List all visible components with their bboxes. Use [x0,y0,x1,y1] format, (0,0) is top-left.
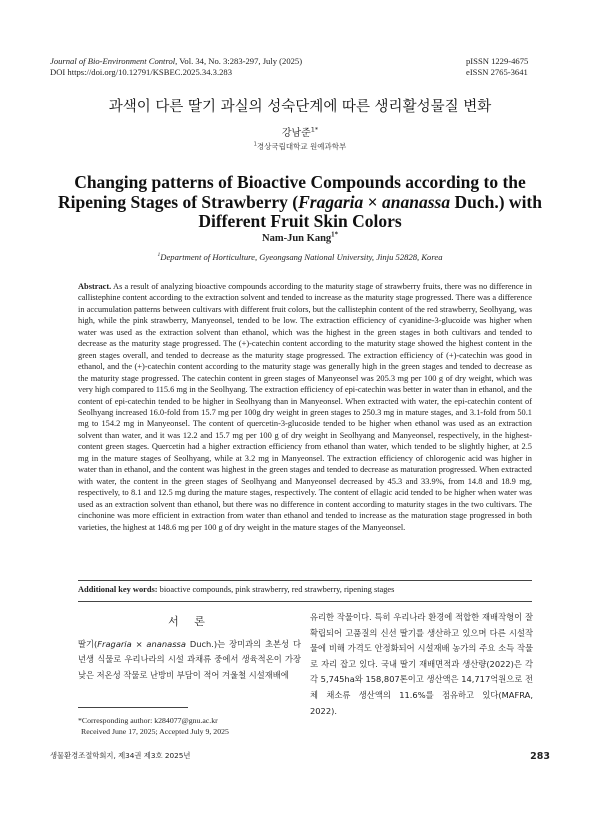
english-author-sup: 1* [331,231,338,239]
keywords-text: bioactive compounds, pink strawberry, red strawberry, ripening stages [157,585,395,594]
intro-species-name: Fragaria × ananassa [97,638,186,649]
korean-author [0,124,600,139]
footnote [78,716,308,737]
issn-block [466,56,544,78]
intro-left-column [78,614,301,683]
english-affiliation [0,252,600,262]
english-author-name: Nam-Jun Kang [262,233,332,244]
received-accepted: Received June 17, 2025; Accepted July 9, 2025 [81,726,229,736]
keywords-label: Additional key words: [78,585,158,594]
keywords [78,585,532,594]
journal-volume: , Vol. 34, No. 3:283-297, July (2025) [175,56,303,66]
intro-left-text [78,637,301,684]
abstract-text: As a result of analyzing bioactive compounds according to the maturity stage of strawberry fruits, there was no difference in callistephine content according to the extraction solvent and tended to increase as the maturity stage progressed. There was a difference in accumulation patterns between cultivars with different fruit colors, but the callistephin content of the red strawberry, Seolhyang, was high, while the pink strawberry, Manyeonsel, tended to be low. The extraction efficiency of cyanidine-3-glucoide was higher when water was used as the extraction solvent than ethanol, which was the highest in the green stages in both cultivars and tended to decrease as the maturity stage progressed. The (+)-catechin content according to the maturity stage showed the highest content in the green stages overall, and tended to decrease as the maturity stage progressed. The extraction efficiency of (+)-catechin was good in ethanol, and the (+)-catechin content according to the maturity stage was generally high in the green stages and tended to decrease as the maturity stage progressed. The catechin content in green stages of Manyeonsel was 205.3 mg per 100 g of dry weight, which was very high compared to 115.6 mg in the Seolhyang. The extraction efficiency of epi-catechin was better in water than in ethanol, and the content of epi-catechin tended to be higher in Seolhyang than in Manyeonsel. When extracted with water, the epi-catechin content of Seolhyang increased 16.0-fold from 15.7 mg per 100g dry weight in green stages to 250.3 mg in mature stages, and 3.1-fold from 50.1 mg to 154.2 mg in Manyeonsel. The content of quercetin-3-glucoside tended to be higher when ethanol was used as an extraction solvent than water, and it was 12.2 and 15.7 mg per 100 g of dry weight in Seolhyang and Manyeonsel, respectively, in the highest-content green stages. Quercetin had a higher extraction efficiency from ethanol than water, which tended to be slightly higher, at 2.5 mg in the mature stages of Seolhyang, while at 3.2 mg in Manyeonsel. The extraction efficiency of chlorogenic acid was higher in water than in ethanol, and the content was highest in the green stages and tended to decrease as maturation progressed. When extracted with water, the content in the green stages of Seolhyang and Manyeonsel decreased by 45.3 and 33.9%, from 14.8 and 18.9 mg, respectively, to 8.1 and 12.5 mg during the mature stages, respectively. The content of ellagic acid tended to be higher when water was used as an extraction solvent than ethanol, but there was no difference in content according to maturity stages in the two cultivars. The cinchonine was more efficient in extraction from water than ethanol and tended to increase as the maturation stage progressed in both varieties, the highest at 148.6 mg per 100 g of dry weight in the mature stages of the Manyeonsel. [78,282,532,532]
journal-header [50,56,302,78]
english-author [0,233,600,244]
korean-author-name: 강남준 [281,128,311,139]
korean-author-sup: 1* [310,125,319,134]
intro-heading: 서 론 [168,615,211,628]
footnote-rule [78,707,188,708]
journal-name: Journal of Bio-Environment Control [50,56,176,66]
corresponding-author: *Corresponding author: k284077@gnu.ac.kr [78,716,218,725]
english-aff-sup: 1 [157,252,161,259]
footer-journal: 생물환경조절학회지, 제34권 제3호 2025년 [50,751,191,760]
doi[interactable]: DOI https://doi.org/10.12791/KSBEC.2025.34.3.283 [50,67,232,77]
title-part-2: × [363,191,383,212]
pissn: pISSN 1229-4675 [466,56,529,66]
intro-right-column: 유리한 작물이다. 특히 우리나라 환경에 적합한 재배작형이 잘 확립되어 고품질의 신선 딸기를 생산하고 있으며 다른 시설작물에 비해 가격도 안정화되어 시설재배 농가의 주요 소득 작물로 자리 잡고 있다. 국내 딸기 재배면적과 생산량(2022)은 각각 5,745ha와 158,807톤이고 생산액은 14,717억원으로 전체 채소류 생산액의 11.6%를 점유하고 있다(MAFRA, 2022). [310,612,533,716]
title-part-1: Changing patterns of Bioactive Compounds according to the Ripening Stages of Strawberry ( [58,172,526,212]
divider-bottom [78,601,532,602]
title-genus: Fragaria [298,191,364,212]
page-footer [50,751,550,761]
intro-left-part-1: 딸기( [78,638,98,649]
eissn: eISSN 2765-3641 [466,67,528,77]
abstract-label: Abstract. [78,282,112,291]
english-title [40,173,560,232]
korean-title: 과색이 다른 딸기 과실의 성숙단계에 따른 생리활성물질 변화 [108,99,492,115]
divider-top [78,580,532,581]
page-number: 283 [530,751,550,762]
intro-left-part-2: Duch.)는 장미과의 초본성 다년생 식물로 우리나라의 시설 과채류 중에서 생육적온이 가장 낮은 저온성 작물로 난방비 부담이 적어 겨울철 시설재배에 [78,638,301,680]
korean-aff-sup: 1 [253,141,257,148]
korean-affiliation [0,141,600,152]
title-part-3: Duch.) with Different Fruit Skin Colors [198,191,542,231]
title-species: ananassa [382,191,451,212]
korean-aff-text: 경상국립대학교 원예과학부 [256,142,347,151]
abstract [78,281,532,533]
english-aff-text: Department of Horticulture, Gyeongsang National University, Jinju 52828, Korea [160,252,443,262]
